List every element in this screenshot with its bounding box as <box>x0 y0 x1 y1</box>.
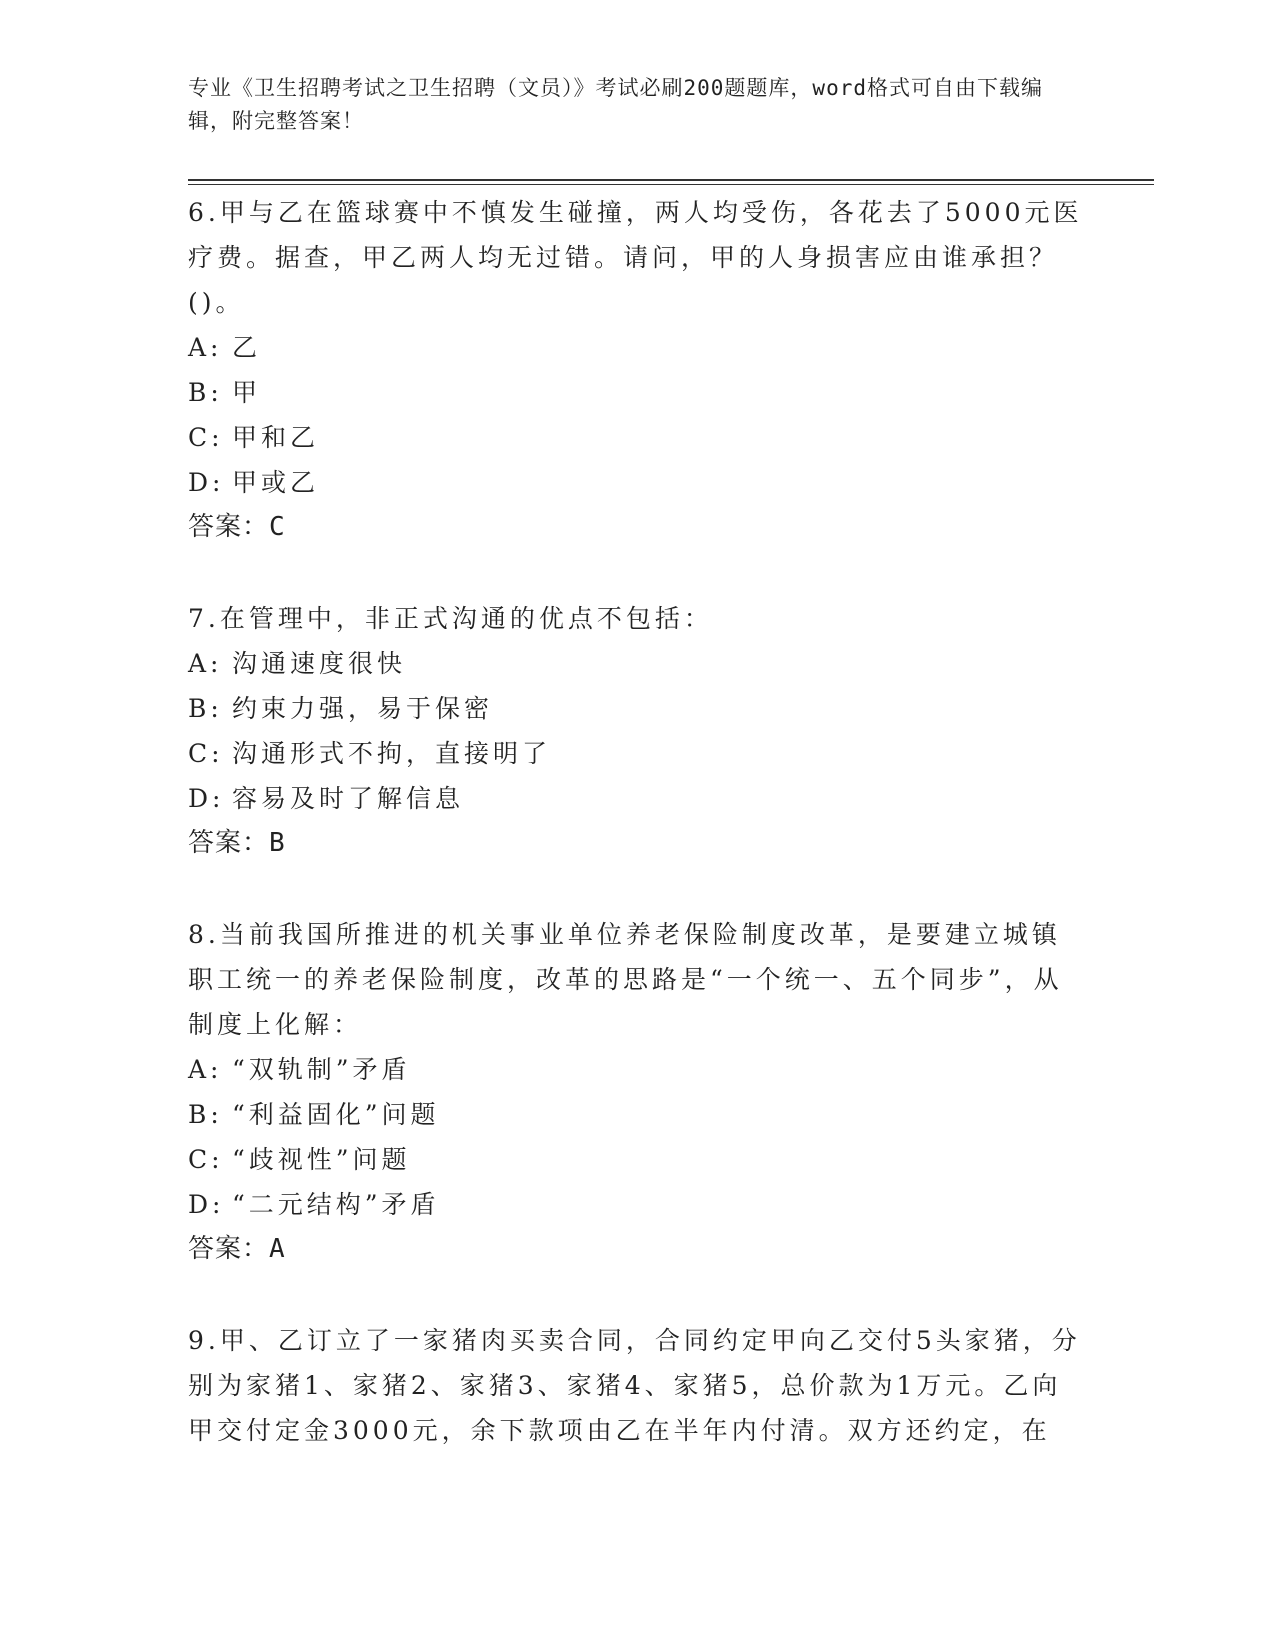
option-key: C: <box>188 739 224 768</box>
option-d <box>188 460 1088 505</box>
option-text: 甲或乙 <box>232 468 320 497</box>
option-text: “二元结构”矛盾 <box>232 1190 440 1219</box>
option-text: “歧视性”问题 <box>232 1145 411 1174</box>
option-key: A: <box>188 649 223 678</box>
option-key: D: <box>188 784 225 813</box>
option-a <box>188 1047 1088 1092</box>
document-header <box>188 72 1068 138</box>
option-text: 甲 <box>232 378 262 407</box>
question-text: 8.当前我国所推进的机关事业单位养老保险制度改革，是要建立城镇职工统一的养老保险制度，改革的思路是“一个统一、五个同步”，从制度上化解： <box>188 920 1063 1039</box>
option-key: C: <box>188 1145 224 1174</box>
option-key: B: <box>188 694 223 723</box>
header-divider-thick <box>188 179 1154 181</box>
question-9 <box>188 1318 1088 1453</box>
option-b <box>188 1092 1088 1137</box>
option-text: 甲和乙 <box>232 423 320 452</box>
option-text: “双轨制”矛盾 <box>232 1055 411 1084</box>
option-d <box>188 1182 1088 1227</box>
option-c <box>188 1137 1088 1182</box>
option-key: B: <box>188 1100 223 1129</box>
option-c <box>188 415 1088 460</box>
option-key: D: <box>188 1190 225 1219</box>
question-8 <box>188 912 1088 1272</box>
question-6 <box>188 190 1088 550</box>
header-title: 专业《卫生招聘考试之卫生招聘（文员）》考试必刷200题题库，word格式可自由下载编辑，附完整答案！ <box>188 76 1043 133</box>
option-key: A: <box>188 1055 223 1084</box>
option-d <box>188 776 1088 821</box>
option-key: A: <box>188 333 223 362</box>
question-list <box>188 190 1088 1499</box>
question-text: 7.在管理中，非正式沟通的优点不包括： <box>188 604 713 633</box>
option-text: 沟通速度很快 <box>232 649 407 678</box>
option-b <box>188 370 1088 415</box>
option-text: 沟通形式不拘，直接明了 <box>232 739 552 768</box>
answer-line: 答案：C <box>188 512 286 542</box>
header-divider-thin <box>188 184 1154 185</box>
option-key: C: <box>188 423 224 452</box>
option-text: 约束力强，易于保密 <box>232 694 494 723</box>
answer-line: 答案：B <box>188 828 286 858</box>
option-b <box>188 686 1088 731</box>
question-text: 6.甲与乙在篮球赛中不慎发生碰撞，两人均受伤，各花去了5000元医疗费。据查，甲乙两人均无过错。请问，甲的人身损害应由谁承担？()。 <box>188 198 1083 317</box>
option-key: B: <box>188 378 223 407</box>
option-text: “利益固化”问题 <box>232 1100 440 1129</box>
question-7 <box>188 596 1088 866</box>
option-key: D: <box>188 468 225 497</box>
option-c <box>188 731 1088 776</box>
option-text: 乙 <box>232 333 262 362</box>
answer-line: 答案：A <box>188 1234 286 1264</box>
option-a <box>188 641 1088 686</box>
option-a <box>188 325 1088 370</box>
question-text: 9.甲、乙订立了一家猪肉买卖合同，合同约定甲向乙交付5头家猪，分别为家猪1、家猪2、家猪3、家猪4、家猪5，总价款为1万元。乙向甲交付定金3000元，余下款项由乙在半年内付清。双方还约定，在 <box>188 1326 1081 1445</box>
option-text: 容易及时了解信息 <box>232 784 465 813</box>
